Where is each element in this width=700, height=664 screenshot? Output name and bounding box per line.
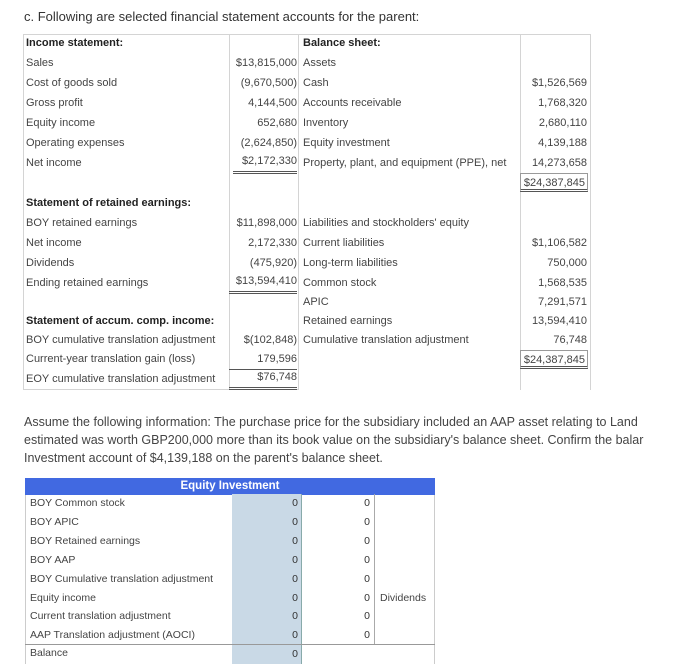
eq-debit-input[interactable]: 0 <box>232 626 302 645</box>
bs-value: 14,273,658 <box>531 157 587 169</box>
re-label: Ending retained earnings <box>26 277 149 289</box>
eq-debit-input[interactable]: 0 <box>232 494 302 513</box>
is-label: Net income <box>26 157 82 169</box>
bs-label: Cash <box>303 77 329 89</box>
eq-label: Current translation adjustment <box>30 610 171 622</box>
bs-label: Inventory <box>303 117 349 129</box>
is-label: Gross profit <box>26 97 83 109</box>
bs-value: 4,139,188 <box>538 137 587 149</box>
bs-label: Retained earnings <box>303 315 393 327</box>
eq-balance-input[interactable]: 0 <box>232 645 302 664</box>
re-value: $13,594,410 <box>229 272 297 294</box>
bs-label: Equity investment <box>303 137 390 149</box>
eq-label: BOY Common stock <box>30 497 125 509</box>
eq-debit-input[interactable]: 0 <box>232 607 302 626</box>
eq-debit-input[interactable]: 0 <box>232 589 302 608</box>
bs-label: Long-term liabilities <box>303 257 398 269</box>
eq-debit-input[interactable]: 0 <box>232 532 302 551</box>
bs-value: 1,568,535 <box>538 277 587 289</box>
re-label: Dividends <box>26 257 75 269</box>
eq-debit-input[interactable]: 0 <box>232 513 302 532</box>
eq-label: Equity income <box>30 592 96 604</box>
re-label: Net income <box>26 237 82 249</box>
is-value: $13,815,000 <box>235 57 297 69</box>
eq-label: BOY Retained earnings <box>30 535 141 547</box>
is-label: Equity income <box>26 117 96 129</box>
assumption-line: estimated was worth GBP200,000 more than its book value on the subsidiary's balance sheet. Confirm the balar <box>24 433 644 447</box>
total-assets: $24,387,845 <box>520 173 588 192</box>
bs-label: APIC <box>303 296 329 308</box>
bs-value: 1,768,320 <box>538 97 587 109</box>
re-title: Statement of retained earnings: <box>26 197 192 209</box>
is-value: $2,172,330 <box>233 152 297 174</box>
is-value: 652,680 <box>257 117 297 129</box>
aci-label: BOY cumulative translation adjustment <box>26 334 216 346</box>
bs-value: 7,291,571 <box>538 296 587 308</box>
eq-label: BOY Cumulative translation adjustment <box>30 573 214 585</box>
aci-value: $(102,848) <box>243 334 297 346</box>
re-value: 2,172,330 <box>248 237 297 249</box>
is-label: Operating expenses <box>26 137 125 149</box>
assets-label: Assets <box>303 57 337 69</box>
eq-credit-input[interactable]: 0 <box>305 551 375 570</box>
balance-rule <box>25 644 435 645</box>
total-liab-equity: $24,387,845 <box>520 350 588 369</box>
aci-value: 179,596 <box>229 350 297 370</box>
eq-debit-input[interactable]: 0 <box>232 570 302 589</box>
is-value: (2,624,850) <box>240 137 297 149</box>
bs-label: Current liabilities <box>303 237 385 249</box>
eq-label: AAP Translation adjustment (AOCI) <box>30 629 195 641</box>
is-value: (9,670,500) <box>240 77 297 89</box>
bs-value: $1,106,582 <box>531 237 587 249</box>
eq-debit-input[interactable]: 0 <box>232 551 302 570</box>
re-value: (475,920) <box>249 257 297 269</box>
liab-equity-label: Liabilities and stockholders' equity <box>303 217 469 229</box>
assumption-line: Investment account of $4,139,188 on the parent's balance sheet. <box>24 451 383 465</box>
bs-label: Accounts receivable <box>303 97 402 109</box>
aci-value: $76,748 <box>229 368 297 390</box>
eq-label: BOY AAP <box>30 554 76 566</box>
eq-credit-input[interactable]: 0 <box>305 532 375 551</box>
bs-value: $1,526,569 <box>531 77 587 89</box>
dividends-label: Dividends <box>380 592 427 604</box>
eq-credit-input[interactable]: 0 <box>305 626 375 645</box>
bs-value: 13,594,410 <box>531 315 587 327</box>
eq-credit-input[interactable]: 0 <box>305 513 375 532</box>
aci-title: Statement of accum. comp. income: <box>26 315 215 327</box>
re-value: $11,898,000 <box>236 217 297 229</box>
eq-label: BOY APIC <box>30 516 79 528</box>
is-label: Cost of goods sold <box>26 77 118 89</box>
bs-value: 2,680,110 <box>538 117 587 129</box>
income-statement-title: Income statement: <box>26 37 124 49</box>
eq-label: Balance <box>30 647 68 659</box>
balance-sheet-title: Balance sheet: <box>303 37 381 49</box>
bs-label: Property, plant, and equipment (PPE), net <box>303 157 507 169</box>
bs-label: Common stock <box>303 277 377 289</box>
aci-label: Current-year translation gain (loss) <box>26 353 196 365</box>
is-label: Sales <box>26 57 54 69</box>
eq-credit-input[interactable]: 0 <box>305 494 375 513</box>
bs-label: Cumulative translation adjustment <box>303 334 469 346</box>
bs-value: 750,000 <box>547 257 587 269</box>
eq-credit-input[interactable]: 0 <box>305 570 375 589</box>
re-label: BOY retained earnings <box>26 217 138 229</box>
assumption-text <box>24 413 643 467</box>
aci-label: EOY cumulative translation adjustment <box>26 373 216 385</box>
eq-credit-input[interactable]: 0 <box>305 589 375 608</box>
eq-credit-input[interactable]: 0 <box>305 607 375 626</box>
section-heading: c. Following are selected financial statement accounts for the parent: <box>24 9 420 24</box>
assumption-line: Assume the following information: The purchase price for the subsidiary included an AAP asset relating to Land <box>24 415 638 429</box>
bs-value: 76,748 <box>553 334 587 346</box>
equity-investment-title: Equity Investment <box>25 478 435 495</box>
is-value: 4,144,500 <box>248 97 297 109</box>
